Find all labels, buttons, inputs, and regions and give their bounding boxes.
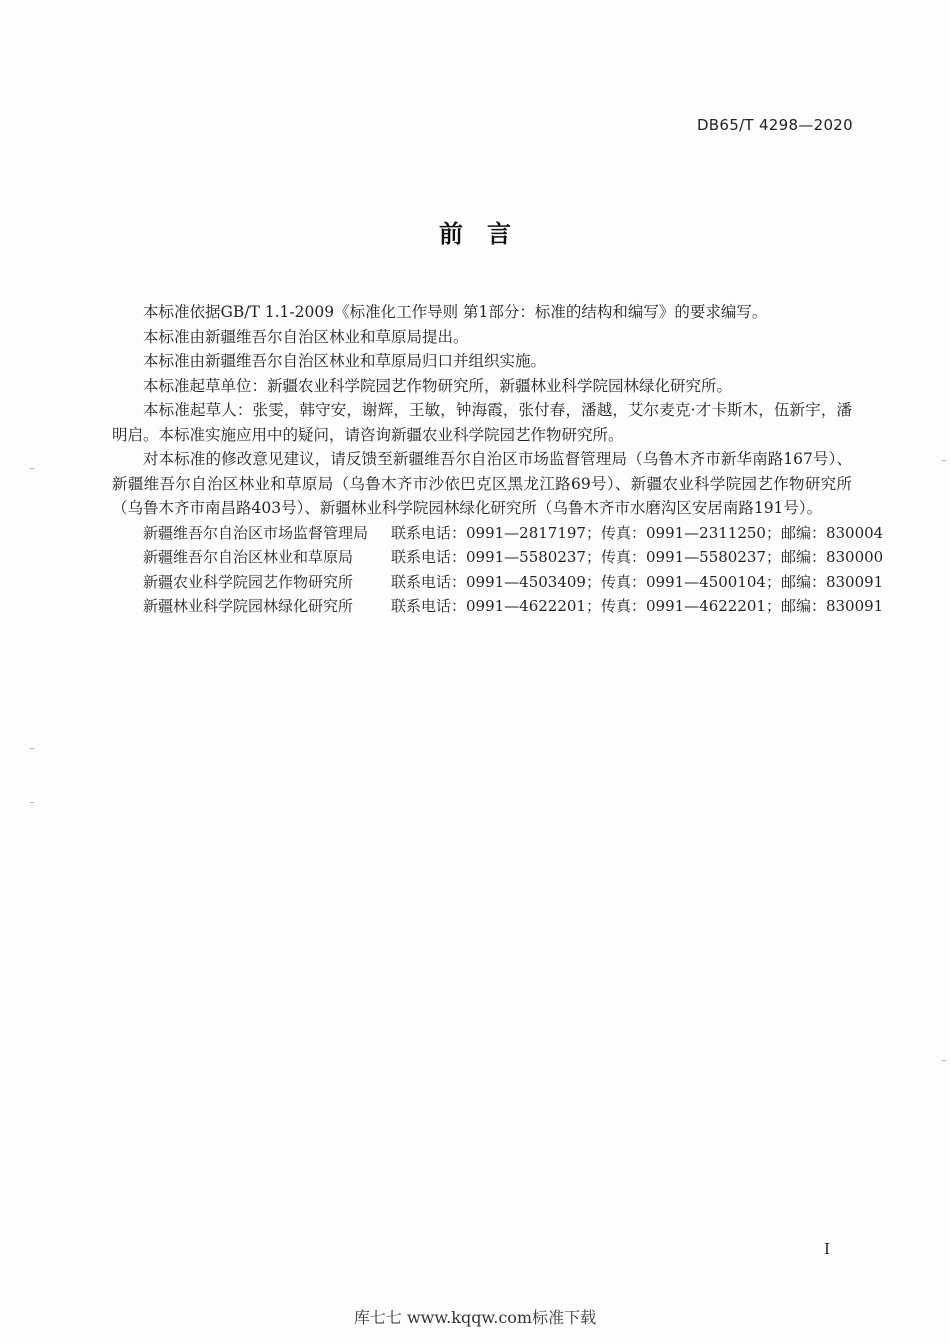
- paragraph-drafters: 本标准起草人：张雯，韩守安，谢辉，王敏，钟海霞，张付春，潘越，艾尔麦克·才卡斯木，伍新宇，潘明启。本标准实施应用中的疑问，请咨询新疆农业科学院园艺作物研究所。: [112, 401, 852, 444]
- paragraph-administrator: 本标准由新疆维吾尔自治区林业和草原局归口并组织实施。: [143, 352, 547, 370]
- scan-artifact: [30, 802, 34, 803]
- paragraph-feedback: 对本标准的修改意见建议，请反馈至新疆维吾尔自治区市场监督管理局（乌鲁木齐市新华南路167号）、新疆维吾尔自治区林业和草原局（乌鲁木齐市沙依巴克区黑龙江路69号）、新疆农业科学院园艺作物研究所（乌鲁木齐市南昌路403号）、新疆林业科学院园林绿化研究所（乌鲁木齐市水磨沟区安居南路191号）。: [112, 450, 852, 517]
- contact-info: 联系电话：0991—4622201；传真：0991—4622201；邮编：830091: [391, 597, 884, 615]
- scan-artifact: [30, 748, 34, 749]
- contact-info: 联系电话：0991—5580237；传真：0991—5580237；邮编：830000: [391, 548, 884, 566]
- contact-info: 联系电话：0991—4503409；传真：0991—4500104；邮编：830091: [391, 572, 884, 591]
- contact-row: [112, 594, 884, 619]
- contact-info: 联系电话：0991—2817197；传真：0991—2311250；邮编：830004: [391, 523, 884, 542]
- contact-row: [112, 521, 884, 546]
- contact-org: 新疆维吾尔自治区林业和草原局: [143, 548, 354, 566]
- scan-artifact: [942, 460, 946, 461]
- foreword-body: [112, 300, 884, 619]
- paragraph-drafting-units: 本标准起草单位：新疆农业科学院园艺作物研究所，新疆林业科学院园林绿化研究所。: [143, 376, 733, 395]
- contact-row: [112, 570, 884, 595]
- paragraph-proposer: 本标准由新疆维吾尔自治区林业和草原局提出。: [143, 327, 469, 346]
- contact-org: 新疆农业科学院园艺作物研究所: [143, 572, 354, 591]
- scan-artifact: [30, 468, 34, 469]
- page-title: 前言: [439, 220, 535, 248]
- contact-row: [112, 545, 884, 570]
- contact-org: 新疆维吾尔自治区市场监督管理局: [143, 523, 369, 542]
- contact-list: [112, 521, 884, 619]
- watermark-text: 库七七 www.kqqw.com标准下载: [353, 1308, 597, 1327]
- contact-org: 新疆林业科学院园林绿化研究所: [143, 597, 354, 615]
- paragraph-basis: 本标准依据GB/T 1.1-2009《标准化工作导则 第1部分：标准的结构和编写》的要求编写。: [143, 303, 768, 321]
- standard-code: DB65/T 4298—2020: [696, 116, 853, 134]
- scan-artifact: [942, 1060, 946, 1061]
- page-number: I: [824, 1240, 830, 1258]
